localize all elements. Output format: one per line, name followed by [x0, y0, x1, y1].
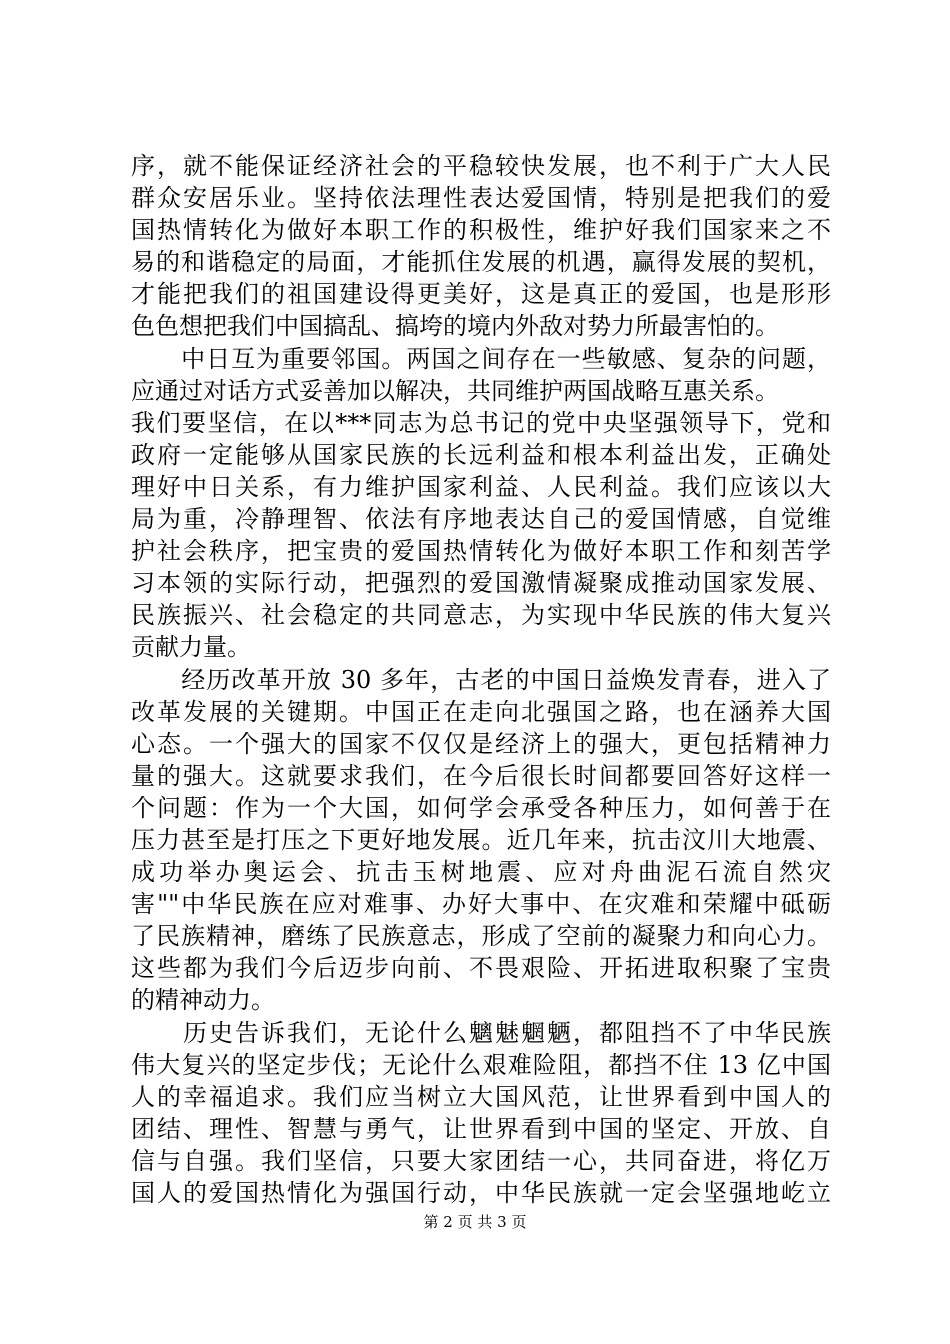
body-text	[131, 150, 831, 1209]
text-line: 团结、理性、智慧与勇气，让世界看到中国的坚定、开放、自	[131, 1114, 831, 1143]
text-line: 信与自强。我们坚信，只要大家团结一心，共同奋进，将亿万	[131, 1146, 831, 1175]
text-line: 这些都为我们今后迈步向前、不畏艰险、开拓进取积聚了宝贵	[131, 954, 831, 983]
text-line: 贡献力量。	[131, 633, 251, 662]
text-line: 伟大复兴的坚定步伐；无论什么艰难险阻，都挡不住 13 亿中国	[131, 1050, 831, 1079]
text-line: 政府一定能够从国家民族的长远利益和根本利益出发，正确处	[131, 440, 831, 469]
text-line: 群众安居乐业。坚持依法理性表达爱国情，特别是把我们的爱	[131, 184, 831, 213]
text-line: 心态。一个强大的国家不仅仅是经济上的强大，更包括精神力	[131, 729, 831, 758]
text-line: 量的强大。这就要求我们，在今后很长时间都要回答好这样一	[131, 761, 831, 790]
text-line: 人的幸福追求。我们应当树立大国风范，让世界看到中国人的	[131, 1082, 831, 1111]
text-line: 改革发展的关键期。中国正在走向北强国之路，也在涵养大国	[131, 697, 831, 726]
text-line: 民族振兴、社会稳定的共同意志，为实现中华民族的伟大复兴	[131, 601, 831, 630]
text-line: 国热情转化为做好本职工作的积极性，维护好我们国家来之不	[131, 216, 831, 245]
text-line: 压力甚至是打压之下更好地发展。近几年来，抗击汶川大地震、	[131, 825, 831, 854]
text-line: 序，就不能保证经济社会的平稳较快发展，也不利于广大人民	[131, 152, 831, 180]
text-line: 我们要坚信，在以***同志为总书记的党中央坚强领导下，党和	[131, 408, 831, 437]
text-line: 的精神动力。	[131, 986, 275, 1015]
text-line: 历史告诉我们，无论什么魑魅魍魉，都阻挡不了中华民族	[131, 1018, 831, 1047]
text-line: 了民族精神，磨练了民族意志，形成了空前的凝聚力和向心力。	[131, 922, 831, 951]
text-line: 害""中华民族在应对难事、办好大事中、在灾难和荣耀中砥砺	[131, 890, 831, 919]
text-line: 习本领的实际行动，把强烈的爱国激情凝聚成推动国家发展、	[131, 569, 831, 598]
text-line: 应通过对话方式妥善加以解决，共同维护两国战略互惠关系。	[131, 376, 779, 405]
text-line: 经历改革开放 30 多年，古老的中国日益焕发青春，进入了	[131, 665, 831, 694]
text-line: 色色想把我们中国搞乱、搞垮的境内外敌对势力所最害怕的。	[131, 312, 779, 341]
text-line: 才能把我们的祖国建设得更美好，这是真正的爱国，也是形形	[131, 280, 831, 309]
text-line: 局为重，冷静理智、依法有序地表达自己的爱国情感，自觉维	[131, 505, 831, 534]
text-line: 易的和谐稳定的局面，才能抓住发展的机遇，赢得发展的契机，	[131, 248, 831, 277]
text-line: 中日互为重要邻国。两国之间存在一些敏感、复杂的问题，	[131, 344, 831, 373]
page-footer: 第 2 页 共 3 页	[423, 1213, 527, 1231]
text-line: 成功举办奥运会、抗击玉树地震、应对舟曲泥石流自然灾	[131, 858, 831, 887]
text-line: 理好中日关系，有力维护国家利益、人民利益。我们应该以大	[131, 472, 831, 501]
text-line: 个问题：作为一个大国，如何学会承受各种压力，如何善于在	[131, 793, 831, 822]
text-line: 国人的爱国热情化为强国行动，中华民族就一定会坚强地屹立	[131, 1179, 831, 1207]
text-line: 护社会秩序，把宝贵的爱国热情转化为做好本职工作和刻苦学	[131, 537, 831, 566]
